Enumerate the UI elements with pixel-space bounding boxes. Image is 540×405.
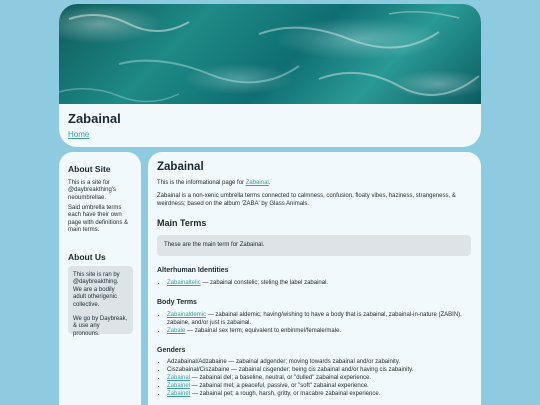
- intro-prefix: This is the informational page for: [157, 180, 246, 186]
- header-banner-image: [59, 4, 481, 104]
- term-link[interactable]: Zabale: [167, 328, 186, 334]
- list-genders: [157, 358, 477, 398]
- term-desc: — zabainal mel; a peaceful, passive, or "soft" zabainal experience.: [190, 383, 369, 389]
- list-item: [167, 374, 477, 382]
- description-text: Zabainal is a non-xenic umbrella terms connected to calmness, confusion, floaty vibes, haziness, strangeness, & weirdness; based on the album 'ZABA' by Glass Animals.: [157, 193, 456, 207]
- list-body-terms: [157, 311, 477, 335]
- term-desc: Ciszabainal/Ciszabaine — zabainal cisgender; being cis zabainal and/or having cis zabainity.: [167, 367, 414, 373]
- main-terms-heading: Main Terms: [157, 218, 207, 228]
- list-item: [167, 366, 477, 374]
- site-header: [59, 4, 481, 147]
- about-us-text-1: This site is ran by @daybreakthing. We are a bodily adult otherigenic collective.: [73, 272, 120, 308]
- term-desc: — zabainal pet; a rough, harsh, gritty, or macabre zabainal experience.: [190, 391, 381, 397]
- term-link[interactable]: Zabainal: [167, 375, 191, 381]
- water-texture: [59, 4, 481, 104]
- site-title: Zabainal: [68, 111, 121, 126]
- about-site-text-2: Said umbrella terms each have their own page with definitions & main terms.: [68, 205, 129, 234]
- list-item: [167, 390, 477, 398]
- about-us-box: [68, 266, 133, 337]
- list-item: [167, 358, 477, 366]
- intro-link[interactable]: Zabainal: [245, 180, 269, 186]
- page-title: Zabainal: [157, 161, 204, 173]
- term-link[interactable]: Zabainaltelic: [167, 280, 201, 286]
- about-us-heading: About Us: [68, 252, 106, 262]
- term-desc: Adzabainal/Adzabaine — zabainal adgender; moving towards zabainal and/or zabainity.: [167, 359, 401, 365]
- term-link[interactable]: Zabainel: [167, 383, 191, 389]
- section-heading-genders: Genders: [157, 347, 186, 354]
- intro-suffix: .: [268, 180, 271, 186]
- intro-text: [157, 179, 469, 187]
- sidebar: [59, 152, 141, 405]
- list-item: [167, 327, 477, 335]
- section-heading-alterhuman: Alterhuman Identities: [157, 267, 229, 274]
- list-item: [167, 311, 477, 327]
- about-site-heading: About Site: [68, 164, 111, 174]
- list-item: [167, 279, 477, 287]
- list-item: [167, 382, 477, 390]
- main-content: [148, 152, 481, 405]
- term-desc: — zabainal del; a baseline, neutral, or "dulled" zabainal experience.: [190, 375, 372, 381]
- about-site-text-1: This is a site for @daybreakthing's neoumbrellae.: [68, 180, 116, 201]
- about-us-text-2: We go by Daybreak, & use any pronouns.: [73, 316, 128, 337]
- list-alterhuman: [157, 279, 477, 287]
- home-link[interactable]: Home: [68, 130, 90, 139]
- section-heading-body-terms: Body Terms: [157, 299, 197, 306]
- term-desc: — zabainal sex term; equivalent to enbinmel/female/male.: [185, 328, 342, 334]
- term-link[interactable]: Zabainet: [167, 391, 191, 397]
- term-link[interactable]: Zabainaldemic: [167, 312, 207, 318]
- main-terms-callout: These are the main term for Zabainal.: [157, 235, 471, 256]
- term-desc: — zabainal constelic; steling the label zabainal.: [200, 280, 329, 286]
- term-desc: — zabainal aldemic; having/wishing to have a body that is zabainal, zabainal-in-nature (ZABIN), zabaine, and/or just is zabainal.: [167, 312, 462, 326]
